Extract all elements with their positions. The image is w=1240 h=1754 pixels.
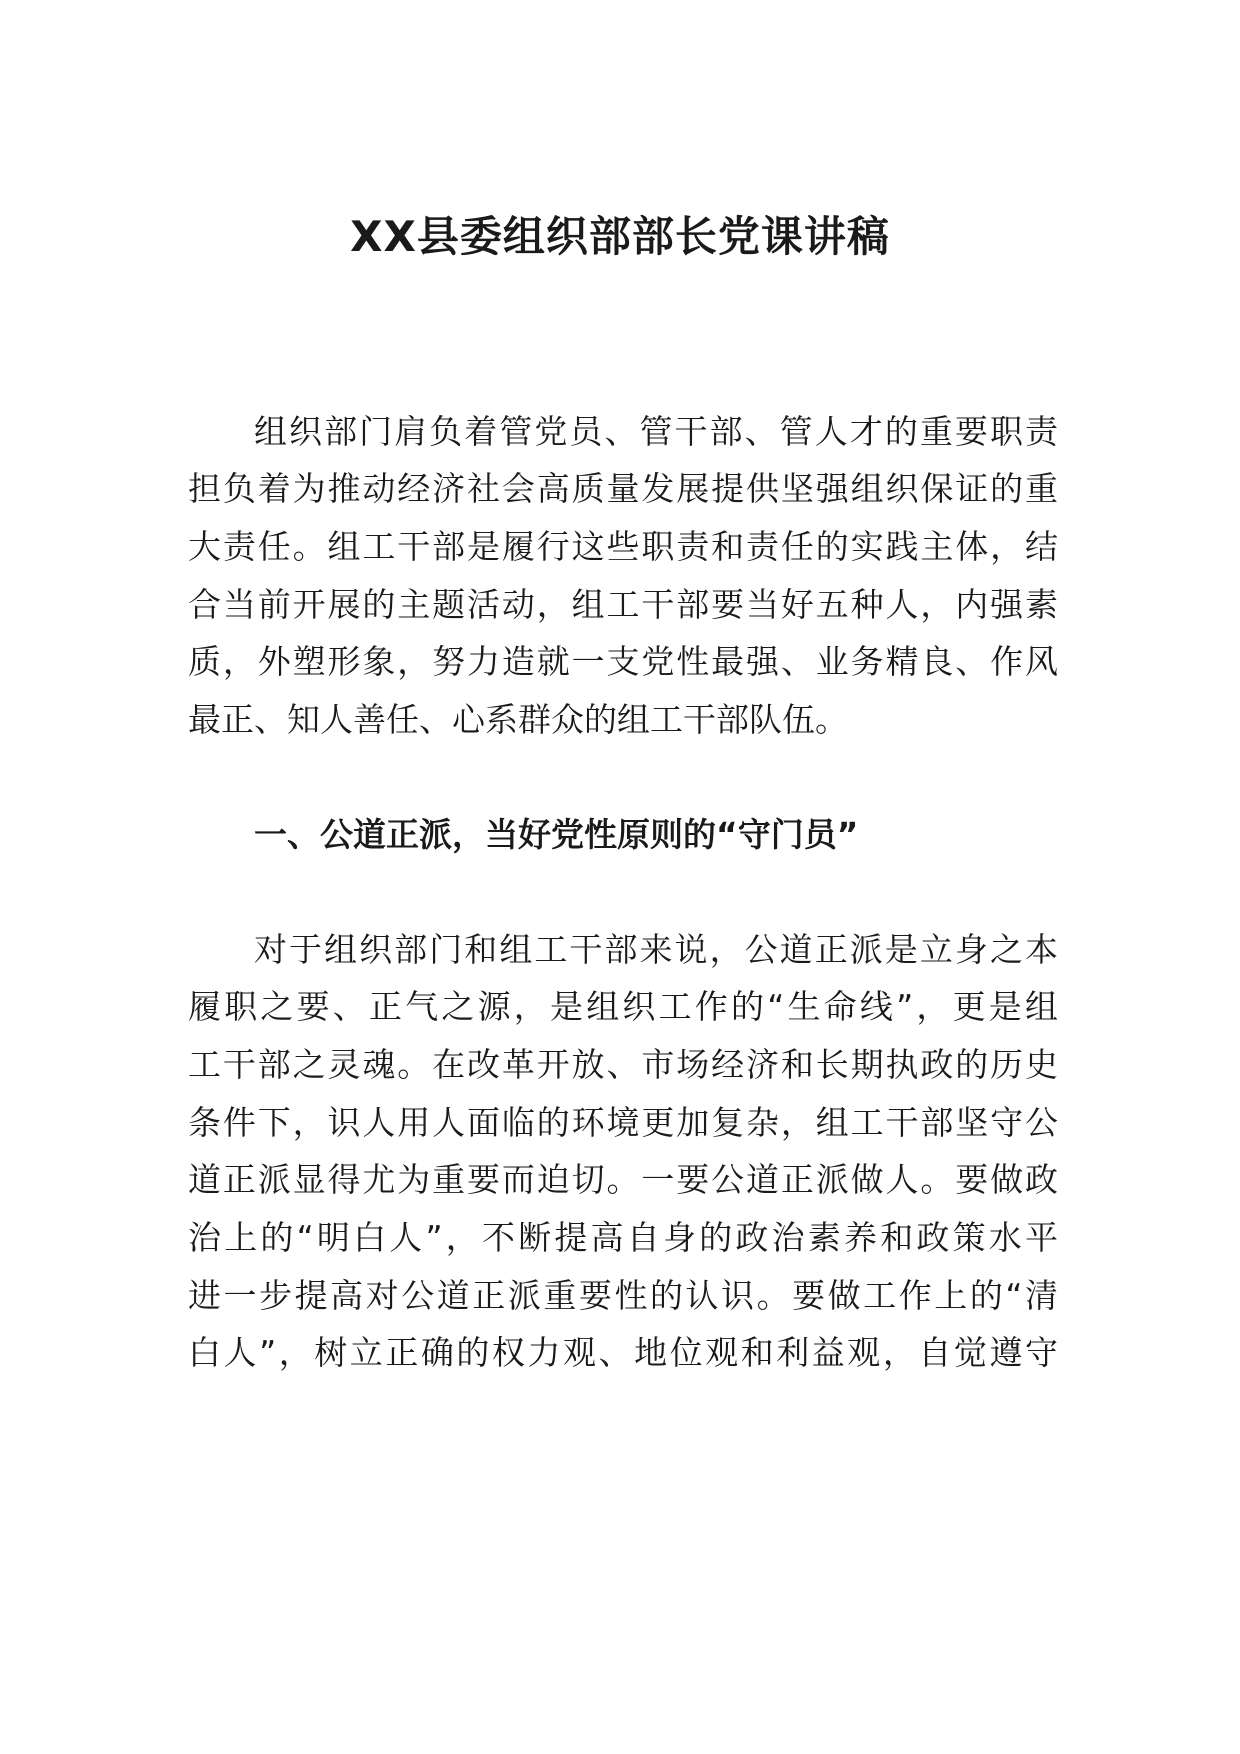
paragraph-line: 最正、知人善任、心系群众的组工干部队伍。 bbox=[188, 700, 848, 739]
paragraph-line: 治上的“明白人”，不断提高自身的政治素养和政策水平 bbox=[188, 1218, 1058, 1257]
paragraph-line: 工干部之灵魂。在改革开放、市场经济和长期执政的历史 bbox=[188, 1045, 1058, 1084]
paragraph-line: 合当前开展的主题活动，组工干部要当好五种人，内强素 bbox=[188, 585, 1058, 624]
paragraph-line: 白人”，树立正确的权力观、地位观和利益观，自觉遵守 bbox=[188, 1333, 1058, 1372]
paragraph-line: 质，外塑形象，努力造就一支党性最强、业务精良、作风 bbox=[188, 642, 1058, 681]
paragraph-line: 进一步提高对公道正派重要性的认识。要做工作上的“清 bbox=[188, 1276, 1058, 1315]
paragraph-line: 履职之要、正气之源，是组织工作的“生命线”，更是组 bbox=[188, 987, 1058, 1026]
paragraph-line: 组织部门肩负着管党员、管干部、管人才的重要职责 bbox=[254, 412, 1058, 451]
paragraph-line: 担负着为推动经济社会高质量发展提供坚强组织保证的重 bbox=[188, 469, 1058, 508]
paragraph-line: 大责任。组工干部是履行这些职责和责任的实践主体，结 bbox=[188, 527, 1058, 566]
paragraph-line: 对于组织部门和组工干部来说，公道正派是立身之本 bbox=[254, 930, 1058, 969]
paragraph-line: 条件下，识人用人面临的环境更加复杂，组工干部坚守公 bbox=[188, 1103, 1058, 1142]
section-heading: 一、公道正派，当好党性原则的“守门员” bbox=[254, 815, 859, 854]
paragraph-line: 道正派显得尤为重要而迫切。一要公道正派做人。要做政 bbox=[188, 1160, 1058, 1199]
document-title: XX县委组织部部长党课讲稿 bbox=[350, 212, 890, 261]
